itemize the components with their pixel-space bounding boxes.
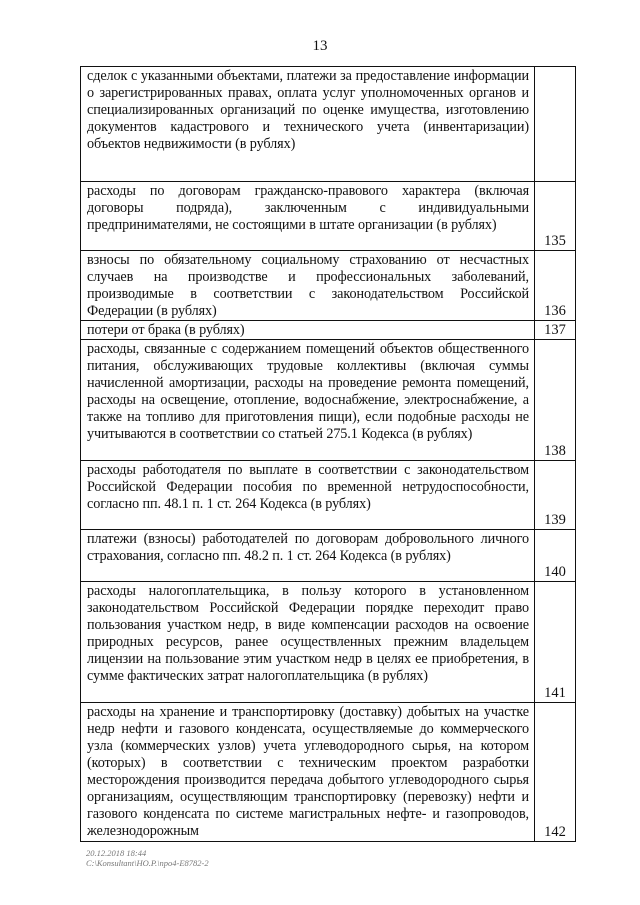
row-code: 141 [535,582,576,703]
table-row [81,182,576,251]
table-row [81,251,576,321]
footer-timestamp: 20.12.2018 18:44 [86,848,147,858]
row-text: потери от брака (в рублях) [81,321,535,340]
row-text: расходы по договорам гражданско-правового характера (включая договоры подряда), заключенным с индивидуальными предпринимателями, не состоящими в штате организации (в рублях) [81,182,535,251]
table-row [81,321,576,340]
footer-file-path: C:\Konsultant\HO.P.\npo4-E8782-2 [86,858,209,868]
row-code: 139 [535,461,576,530]
row-code: 137 [535,321,576,340]
row-text: сделок с указанными объектами, платежи за предоставление информации о зарегистрированных правах, оплата услуг уполномоченных органов и специализированных организаций по оценке имущества, изготовлению документов кадастрового и технического учета (инвентаризации) объектов недвижимости (в рублях) [81,67,535,182]
row-text: платежи (взносы) работодателей по договорам добровольного личного страхования, согласно пп. 48.2 п. 1 ст. 264 Кодекса (в рублях) [81,530,535,582]
page-number: 13 [312,38,328,54]
row-code [535,67,576,182]
table-row [81,703,576,842]
footer [86,848,209,868]
document-table [80,66,576,842]
table-row [81,67,576,182]
row-text: расходы, связанные с содержанием помещений объектов общественного питания, обслуживающих трудовые коллективы (включая суммы начисленной амортизации, расходы на проведение ремонта помещений, расходы на освещение, отопление, водоснабжение, электроснабжение, а также на топливо для приготовления пищи), если подобные расходы не учитываются в соответствии со статьей 275.1 Кодекса (в рублях) [81,340,535,461]
row-code: 142 [535,703,576,842]
row-text: расходы на хранение и транспортировку (доставку) добытых на участке недр нефти и газового конденсата, осуществляемые до коммерческого узла (коммерческих узлов) учета углеводородного сырья, на котором (которых) в соответствии с техническим проектом разработки месторождения производится передача добытого углеводородного сырья организациям, осуществляющим транспортировку (перевозку) нефти и газового конденсата по системе магистральных нефте- и газопроводов, железнодорожным [81,703,535,842]
row-code: 140 [535,530,576,582]
row-text: расходы работодателя по выплате в соответствии с законодательством Российской Федерации пособия по временной нетрудоспособности, согласно пп. 48.1 п. 1 ст. 264 Кодекса (в рублях) [81,461,535,530]
table-row [81,340,576,461]
row-code: 138 [535,340,576,461]
table-row [81,582,576,703]
row-text: взносы по обязательному социальному страхованию от несчастных случаев на производстве и профессиональных заболеваний, производимые в соответствии с законодательством Российской Федерации (в рублях) [81,251,535,321]
row-text: расходы налогоплательщика, в пользу которого в установленном законодательством Российской Федерации порядке переходит право пользования участком недр, в виде компенсации расходов на освоение природных ресурсов, ранее осуществленных прежним владельцем лицензии на пользование этим участком недр в целях ее приобретения, в сумме фактических затрат налогоплательщика (в рублях) [81,582,535,703]
table-row [81,530,576,582]
table-row [81,461,576,530]
row-code: 135 [535,182,576,251]
row-code: 136 [535,251,576,321]
